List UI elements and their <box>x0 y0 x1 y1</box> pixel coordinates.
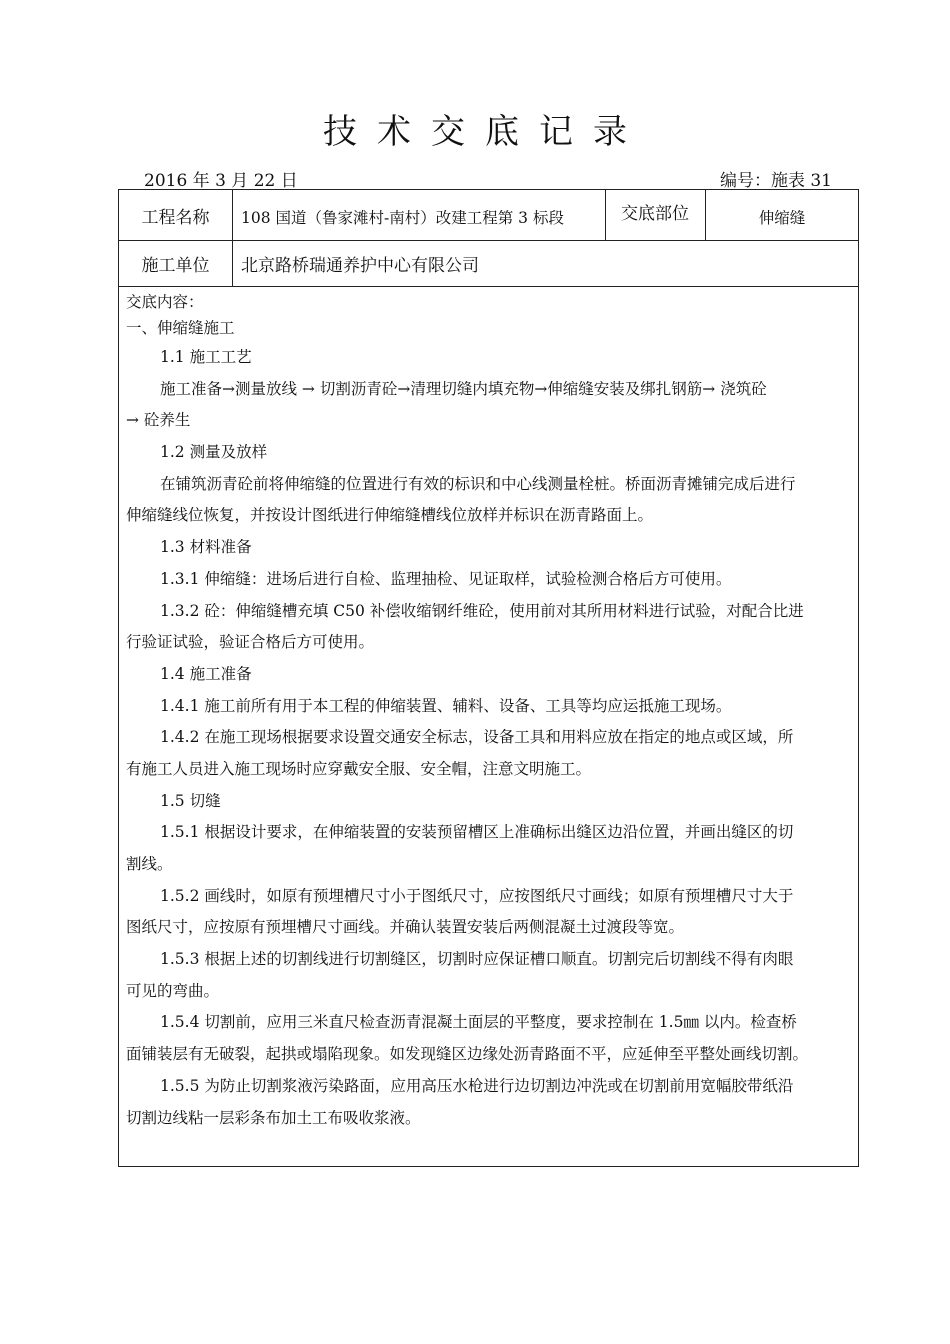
paragraph-line: 可见的弯曲。 <box>126 981 220 1000</box>
handover-part-label: 交底部位 <box>621 203 689 224</box>
paragraph-line: 1.3.1 伸缩缝：进场后进行自检、监理抽检、见证取样，试验检测合格后方可使用。 <box>160 569 732 588</box>
paragraph-line: 1.5.2 画线时，如原有预埋槽尺寸小于图纸尺寸，应按图纸尺寸画线；如原有预埋槽尺寸大于 <box>160 886 794 905</box>
col-divider-label <box>232 190 233 286</box>
paragraph-line: 1.4.2 在施工现场根据要求设置交通安全标志，设备工具和用料应放在指定的地点或区域，所 <box>160 728 794 747</box>
document-number: 编号：施表 31 <box>719 171 832 191</box>
subsection-title: 1.1 施工工艺 <box>160 348 252 366</box>
paragraph-line: 伸缩缝线位恢复，并按设计图纸进行伸缩缝槽线位放样并标识在沥青路面上。 <box>126 506 654 525</box>
paragraph-line: 1.4.1 施工前所有用于本工程的伸缩装置、辅料、设备、工具等均应运抵施工现场。 <box>160 696 732 715</box>
subsection-title: 1.5 切缝 <box>160 791 221 810</box>
handover-content <box>126 290 856 1134</box>
paragraph-line: 图纸尺寸，应按原有预埋槽尺寸画线。并确认装置安装后两侧混凝土过渡段等宽。 <box>126 918 685 937</box>
paragraph-line: 1.5.5 为防止切割浆液污染路面，应用高压水枪进行边切割边冲洗或在切割前用宽幅胶带纸沿 <box>160 1076 794 1095</box>
paragraph-line: 行验证试验，验证合格后方可使用。 <box>126 633 375 652</box>
subsection-title: 1.4 施工准备 <box>160 664 252 683</box>
paragraph-line: 1.5.1 根据设计要求，在伸缩装置的安装预留槽区上准确标出缝区边沿位置，并画出缝区的切 <box>160 823 794 842</box>
paragraph-line: 切割边线粘一层彩条布加土工布吸收浆液。 <box>126 1108 421 1127</box>
paragraph-line: 施工准备→测量放线 → 切割沥青砼→清理切缝内填充物→伸缩缝安装及绑扎钢筋→ 浇筑砼 <box>160 379 767 398</box>
subsection-title: 1.2 测量及放样 <box>160 443 268 462</box>
paragraph-line: 有施工人员进入施工现场时应穿戴安全服、安全帽，注意文明施工。 <box>126 759 592 778</box>
project-name-label: 工程名称 <box>141 207 210 228</box>
paragraph-line: 1.3.2 砼：伸缩缝槽充填 C50 补偿收缩钢纤维砼，使用前对其所用材料进行试验，对配合比进 <box>160 601 804 620</box>
paragraph-line: 1.5.3 根据上述的切割线进行切割缝区，切割时应保证槽口顺直。切割完后切割线不得有肉眼 <box>160 950 794 969</box>
paragraph-line: 1.5.4 切割前，应用三米直尺检查沥青混凝土面层的平整度，要求控制在 1.5㎜ 以内。检查桥 <box>160 1013 797 1032</box>
paragraph-line: 割线。 <box>126 855 173 873</box>
section-title: 一、伸缩缝施工 <box>126 319 235 337</box>
subsection-title: 1.3 材料准备 <box>160 538 252 557</box>
project-name-value: 108 国道（鲁家滩村-南村）改建工程第 3 标段 <box>241 209 564 227</box>
record-table <box>118 189 859 1167</box>
row-divider-2 <box>119 286 858 287</box>
construction-unit-label: 施工单位 <box>141 255 210 276</box>
paragraph-line: 在铺筑沥青砼前将伸缩缝的位置进行有效的标识和中心线测量栓桩。桥面沥青摊铺完成后进行 <box>160 474 796 493</box>
handover-part-value: 伸缩缝 <box>758 209 806 227</box>
document-title: 技术交底记录 <box>323 112 647 152</box>
construction-unit-value: 北京路桥瑞通养护中心有限公司 <box>241 255 479 276</box>
content-heading: 交底内容： <box>126 293 204 311</box>
paragraph-line: → 砼养生 <box>126 411 191 430</box>
paragraph-line: 面铺装层有无破裂，起拱或塌陷现象。如发现缝区边缘处沥青路面不平，应延伸至平整处画线切割。 <box>126 1045 809 1064</box>
document-date: 2016 年 3 月 22 日 <box>144 171 298 191</box>
